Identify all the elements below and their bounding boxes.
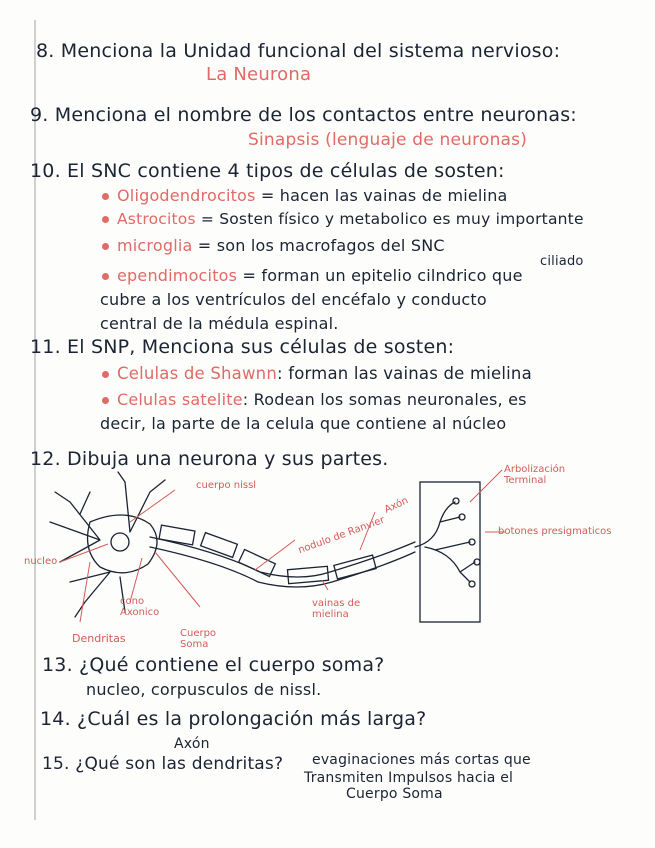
terminal-branches: [415, 502, 475, 582]
label-cuerpo-soma: Cuerpo Soma: [180, 628, 217, 650]
answer-15-line3: Cuerpo Soma: [346, 786, 443, 802]
myelin-segment: [159, 525, 195, 545]
item-desc: = son los macrofagos del SNC: [197, 236, 445, 255]
pointer-line: [130, 490, 175, 522]
dendrite-lines: [50, 492, 100, 562]
label-botones: botones presigmaticos: [498, 526, 612, 537]
pointer-line: [60, 544, 108, 562]
terminal-button: [453, 498, 459, 504]
item-term: ependimocitos: [117, 266, 238, 285]
item-desc: : Rodean los somas neuronales, es: [242, 390, 527, 409]
question-10: 10. El SNC contiene 4 tipos de células de sosten:: [30, 160, 505, 182]
show-through-text: [360, 318, 365, 334]
question-12: 12. Dibuja una neurona y sus partes.: [30, 448, 389, 470]
bullet-icon: [102, 371, 109, 378]
label-nucleo: nucleo: [24, 556, 58, 567]
label-arbolizacion: Arbolización Terminal: [504, 464, 566, 486]
pointer-line: [470, 470, 502, 502]
question-14: 14. ¿Cuál es la prolongación más larga?: [40, 708, 427, 730]
label-cono-axonico: cono Axonico: [120, 596, 160, 618]
pointer-line: [80, 562, 90, 622]
soma-shape: [88, 515, 157, 573]
label-axon: Axón: [382, 495, 411, 516]
page-edge: [34, 20, 36, 820]
item-desc: = hacen las vainas de mielina: [260, 186, 508, 205]
answer-13: nucleo, corpusculos de nissl.: [86, 680, 322, 699]
myelin-segment: [201, 533, 238, 558]
snp-item-shawnn: [102, 364, 532, 383]
bullet-icon: [102, 216, 109, 223]
snc-item-microglia: [102, 236, 445, 255]
bullet-icon: [102, 193, 109, 200]
question-8: 8. Menciona la Unidad funcional del sistema nervioso:: [36, 40, 561, 62]
snp-continuation: decir, la parte de la celula que contiene al núcleo: [100, 414, 507, 433]
bullet-icon: [102, 273, 109, 280]
answer-9: Sinapsis (lenguaje de neuronas): [248, 130, 528, 150]
terminal-button: [469, 581, 475, 587]
nucleus-shape: [111, 533, 129, 551]
snc-item-oligodendrocitos: [102, 186, 508, 205]
answer-8: La Neurona: [206, 64, 312, 85]
answer-14: Axón: [174, 736, 210, 752]
question-11: 11. El SNP, Menciona sus células de sosten:: [30, 336, 455, 358]
item-term: Celulas de Shawnn: [117, 364, 277, 383]
label-dendritas: Dendritas: [72, 632, 126, 645]
snc-item-astrocitos: [102, 210, 584, 228]
dendrite-lines-bottom: [70, 572, 125, 617]
label-nodulo-ranvier: nodulo de Ranvier: [296, 514, 387, 557]
answer-15-line1: evaginaciones más cortas que: [312, 752, 531, 768]
item-desc: = Sosten físico y metabolico es muy importante: [200, 210, 584, 228]
label-vainas: vainas de mielina: [312, 598, 361, 620]
question-15: 15. ¿Qué son las dendritas?: [42, 754, 284, 774]
snc-continuation-2: central de la médula espinal.: [100, 314, 339, 333]
question-9: 9. Menciona el nombre de los contactos entre neuronas:: [30, 104, 577, 126]
item-term: microglia: [117, 236, 193, 255]
item-desc: = forman un epitelio cilndrico que: [242, 266, 523, 285]
snc-continuation-1: cubre a los ventrículos del encéfalo y conducto: [100, 290, 487, 309]
snc-item-ependimocitos: [102, 266, 523, 285]
myelin-segment: [239, 549, 276, 576]
pointer-line: [322, 580, 328, 590]
item-term: Celulas satelite: [117, 390, 243, 409]
answer-15-line2: Transmiten Impulsos hacia el: [304, 770, 514, 786]
item-term: Oligodendrocitos: [117, 186, 256, 205]
note-ciliado: ciliado: [540, 254, 584, 269]
terminal-box: [420, 482, 480, 622]
label-cuerpo-nissl: cuerpo nissl: [196, 480, 257, 491]
snp-item-satelite: [102, 390, 527, 409]
item-desc: : forman las vainas de mielina: [276, 364, 532, 383]
bullet-icon: [102, 397, 109, 404]
item-term: Astrocitos: [117, 210, 196, 228]
question-13: 13. ¿Qué contiene el cuerpo soma?: [42, 654, 385, 676]
bullet-icon: [102, 243, 109, 250]
